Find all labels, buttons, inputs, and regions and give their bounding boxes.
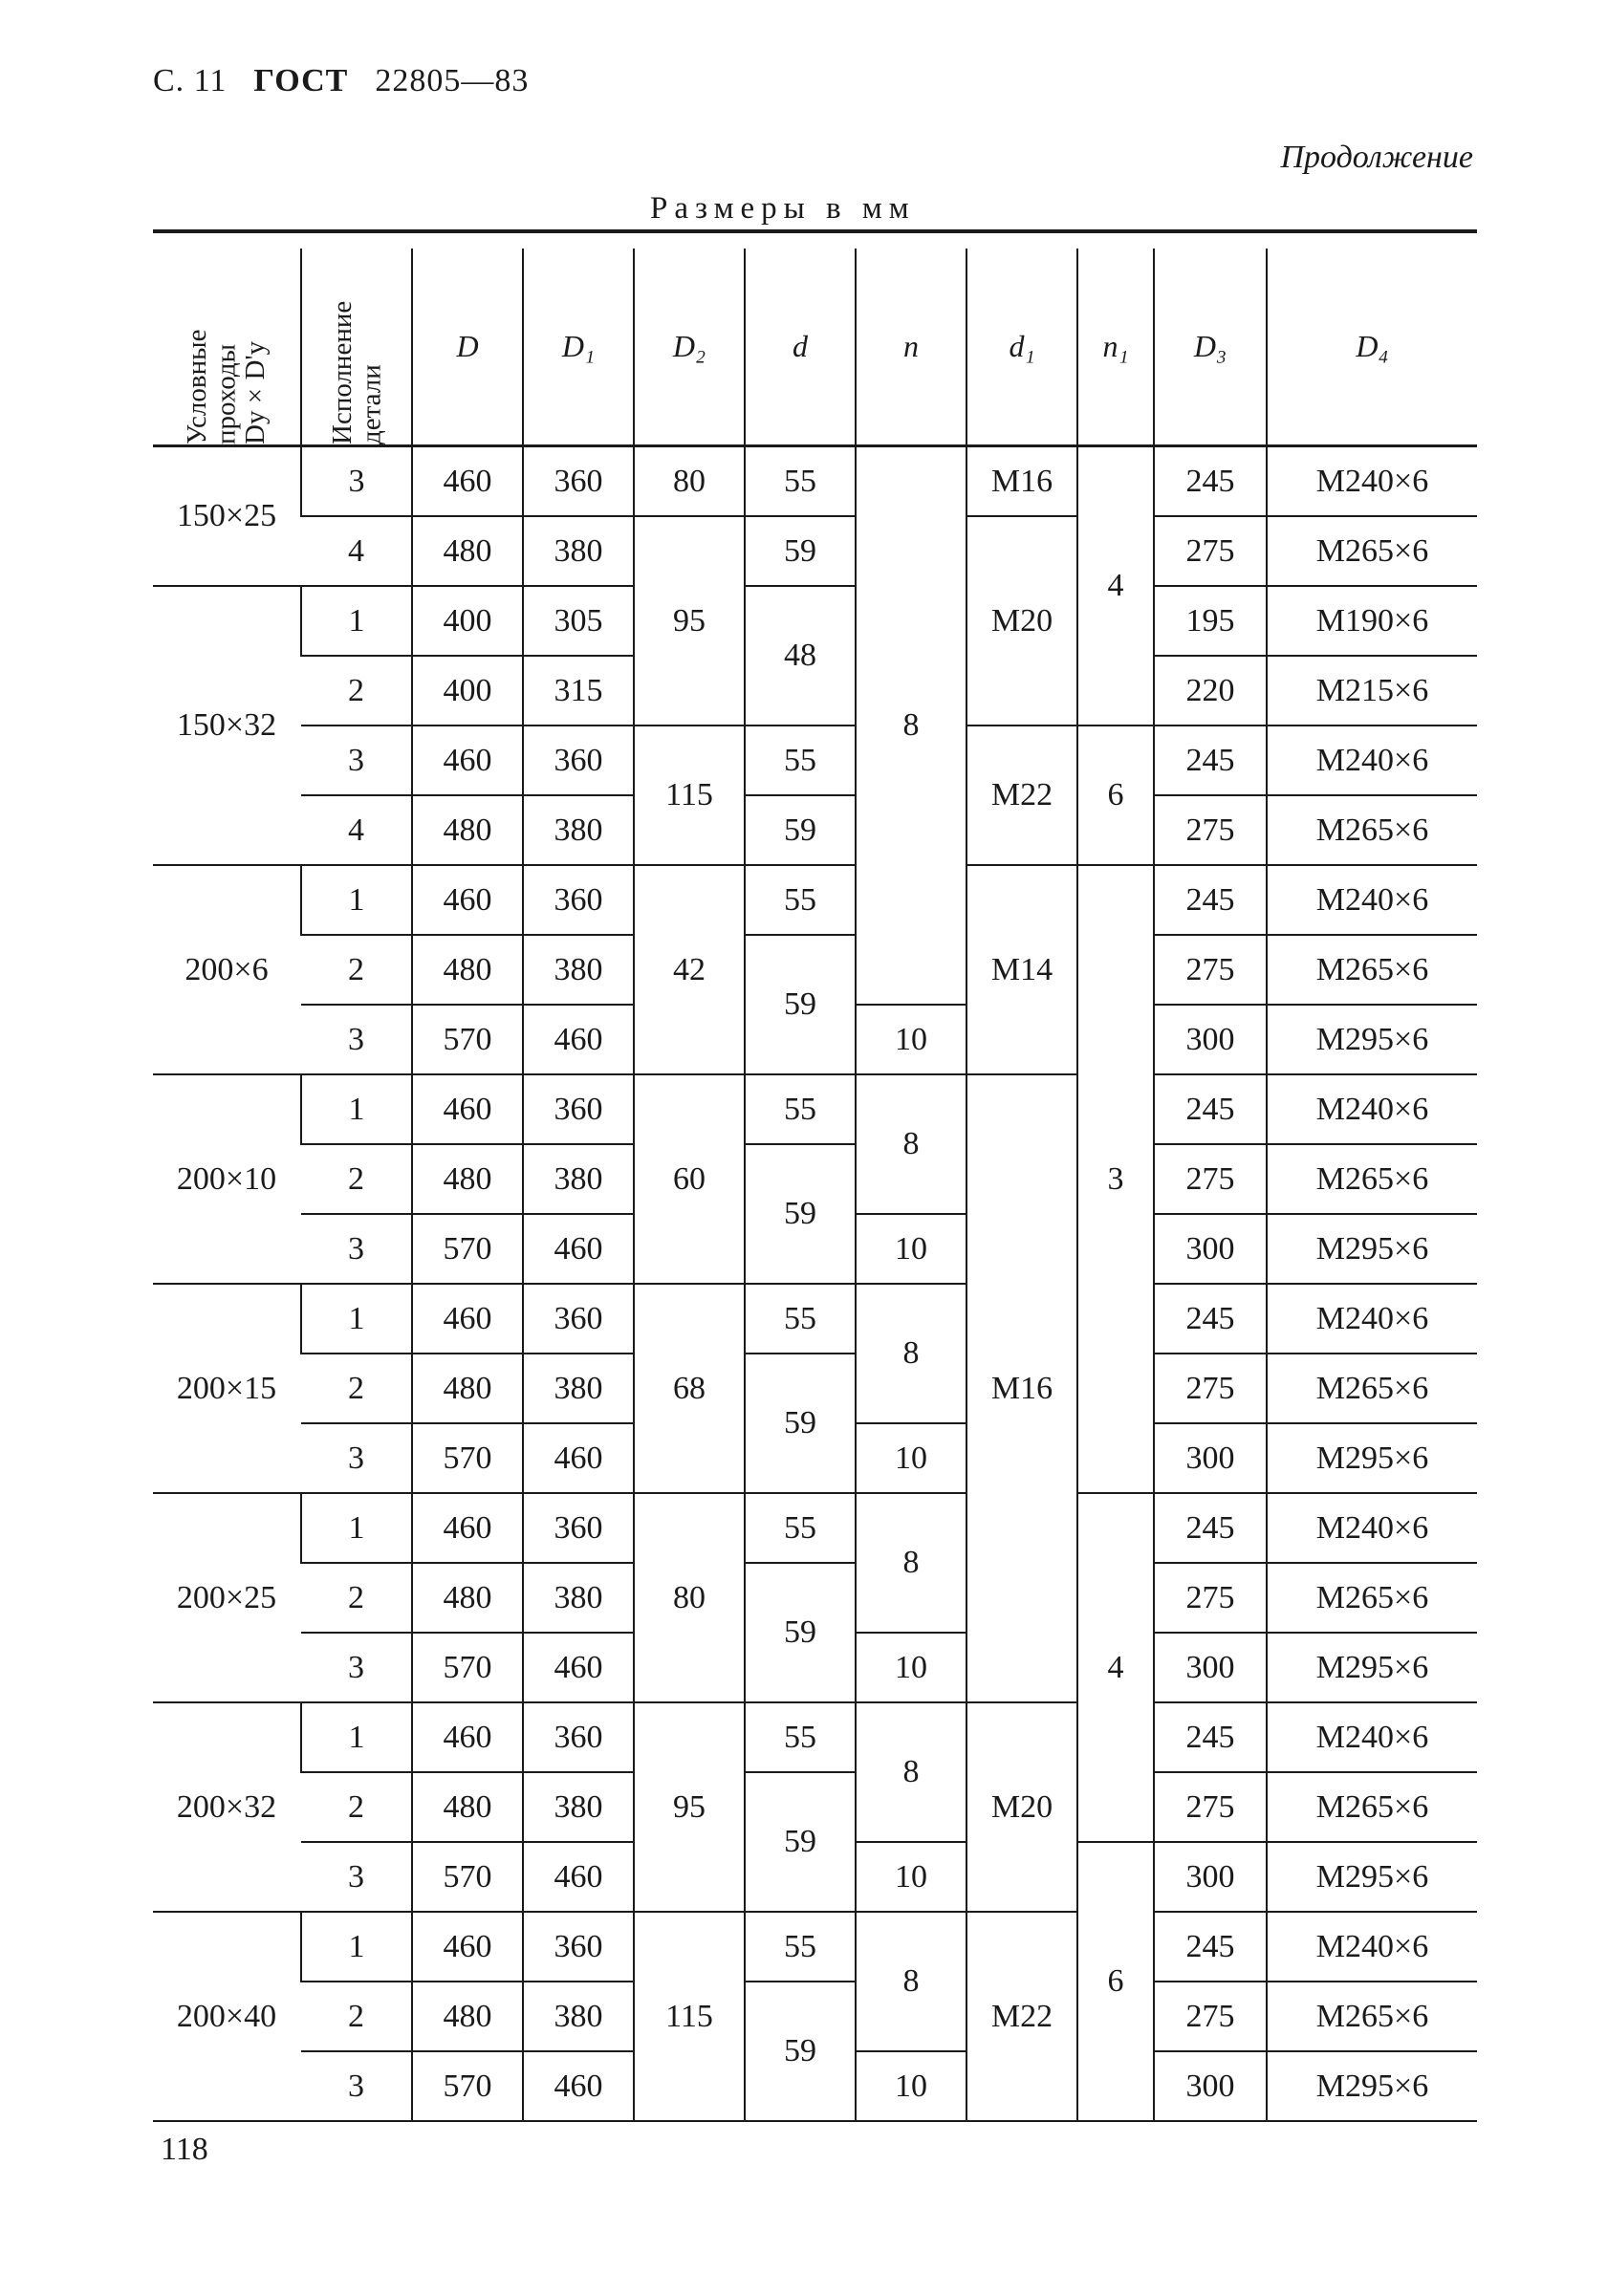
- cell-variant: 3: [301, 446, 412, 517]
- cell-dy: 200×40: [153, 1912, 301, 2121]
- cell-d: 460: [412, 1074, 523, 1144]
- table-row: [153, 1563, 1477, 1633]
- cell-d1: 380: [523, 1982, 634, 2051]
- cell-d2: 80: [634, 1493, 745, 1702]
- cell-d: 480: [412, 516, 523, 586]
- cell-d4: M295×6: [1267, 1633, 1477, 1702]
- table-row: [153, 1982, 1477, 2051]
- cell-variant: 3: [301, 1633, 412, 1702]
- cell-n: 10: [856, 1423, 966, 1493]
- cell-n: 10: [856, 2051, 966, 2121]
- cell-small-d1: M20: [966, 1702, 1077, 1912]
- cell-d2: 68: [634, 1284, 745, 1493]
- cell-small-d1: M22: [966, 1912, 1077, 2121]
- table-row: [153, 1144, 1477, 1214]
- table-row: [153, 1493, 1477, 1563]
- col-header-dy: Условные проходы Dy×D'y: [153, 249, 301, 446]
- col-header-d2: D₂: [634, 249, 745, 446]
- cell-d2: 95: [634, 1702, 745, 1912]
- table-row: [153, 795, 1477, 865]
- cell-d1: 360: [523, 1493, 634, 1563]
- cell-n: 8: [856, 1284, 966, 1423]
- page-number: 118: [161, 2132, 208, 2167]
- cell-d1: 460: [523, 1633, 634, 1702]
- cell-variant: 2: [301, 1563, 412, 1633]
- cell-d1: 380: [523, 795, 634, 865]
- cell-d4: M295×6: [1267, 1423, 1477, 1493]
- table-row: [153, 1772, 1477, 1842]
- cell-d3: 300: [1154, 1423, 1267, 1493]
- cell-d: 480: [412, 935, 523, 1005]
- cell-d: 460: [412, 1912, 523, 1982]
- table-row: [153, 1354, 1477, 1423]
- col-header-d3: D₃: [1154, 249, 1267, 446]
- cell-d2: 60: [634, 1074, 745, 1284]
- continuation-label: Продолжение: [1280, 140, 1473, 175]
- cell-small-d1: M16: [966, 1074, 1077, 1702]
- cell-d: 570: [412, 1423, 523, 1493]
- cell-d: 570: [412, 2051, 523, 2121]
- cell-d1: 360: [523, 1074, 634, 1144]
- cell-small-d: 59: [745, 1144, 856, 1284]
- cell-dy: 150×25: [153, 446, 301, 587]
- cell-d4: M265×6: [1267, 1563, 1477, 1633]
- cell-d4: M265×6: [1267, 1354, 1477, 1423]
- cell-d3: 275: [1154, 1354, 1267, 1423]
- cell-n: 10: [856, 1214, 966, 1284]
- cell-d1: 460: [523, 1005, 634, 1074]
- cell-d3: 275: [1154, 795, 1267, 865]
- cell-d: 460: [412, 1702, 523, 1772]
- cell-d3: 245: [1154, 1493, 1267, 1563]
- cell-d4: M295×6: [1267, 1005, 1477, 1074]
- cell-variant: 3: [301, 1423, 412, 1493]
- cell-d1: 460: [523, 2051, 634, 2121]
- cell-small-d: 59: [745, 1563, 856, 1702]
- cell-d: 480: [412, 1144, 523, 1214]
- col-header-small-d1: d₁: [966, 249, 1077, 446]
- table-row: [153, 726, 1477, 795]
- table-body: [153, 446, 1477, 2122]
- cell-d3: 275: [1154, 1982, 1267, 2051]
- cell-small-d: 59: [745, 516, 856, 586]
- cell-d4: M240×6: [1267, 446, 1477, 517]
- cell-d: 460: [412, 865, 523, 935]
- cell-d3: 275: [1154, 1772, 1267, 1842]
- cell-d2: 115: [634, 726, 745, 865]
- cell-d3: 300: [1154, 1842, 1267, 1912]
- dimensions-table: [153, 249, 1477, 2122]
- cell-d1: 380: [523, 935, 634, 1005]
- cell-d4: M240×6: [1267, 865, 1477, 935]
- cell-small-d1: M22: [966, 726, 1077, 865]
- cell-small-d: 59: [745, 1772, 856, 1912]
- cell-small-d1: M20: [966, 516, 1077, 726]
- cell-variant: 2: [301, 1772, 412, 1842]
- cell-d: 460: [412, 1493, 523, 1563]
- cell-d1: 460: [523, 1423, 634, 1493]
- cell-variant: 2: [301, 656, 412, 726]
- cell-d4: M240×6: [1267, 1702, 1477, 1772]
- cell-n: 8: [856, 446, 966, 1006]
- cell-d4: M215×6: [1267, 656, 1477, 726]
- cell-d: 570: [412, 1005, 523, 1074]
- standard-number: 22805—83: [375, 63, 530, 98]
- cell-d1: 460: [523, 1214, 634, 1284]
- cell-d1: 380: [523, 1772, 634, 1842]
- cell-d1: 380: [523, 1354, 634, 1423]
- cell-n: 8: [856, 1912, 966, 2051]
- col-header-d: D: [412, 249, 523, 446]
- cell-d4: M295×6: [1267, 2051, 1477, 2121]
- cell-d3: 275: [1154, 935, 1267, 1005]
- table-row: [153, 1912, 1477, 1982]
- cell-d3: 245: [1154, 726, 1267, 795]
- cell-d4: M265×6: [1267, 1982, 1477, 2051]
- page-ref: С. 11: [153, 63, 228, 98]
- cell-n: 8: [856, 1493, 966, 1633]
- cell-d3: 275: [1154, 1563, 1267, 1633]
- table-row: [153, 865, 1477, 935]
- cell-d4: M190×6: [1267, 586, 1477, 656]
- cell-n: 10: [856, 1005, 966, 1074]
- units-caption: Размеры в мм: [650, 191, 916, 226]
- cell-small-d: 55: [745, 1912, 856, 1982]
- standard-label: ГОСТ: [253, 63, 349, 98]
- table-row: [153, 446, 1477, 517]
- cell-d: 570: [412, 1214, 523, 1284]
- cell-d: 480: [412, 1354, 523, 1423]
- cell-variant: 2: [301, 935, 412, 1005]
- cell-d2: 80: [634, 446, 745, 517]
- cell-variant: 2: [301, 1144, 412, 1214]
- cell-n: 8: [856, 1074, 966, 1214]
- cell-variant: 3: [301, 1005, 412, 1074]
- cell-n1: 4: [1077, 446, 1154, 726]
- cell-d4: M240×6: [1267, 1493, 1477, 1563]
- table-row: [153, 516, 1477, 586]
- table-row: [153, 935, 1477, 1005]
- table-row: [153, 1074, 1477, 1144]
- cell-small-d: 55: [745, 1702, 856, 1772]
- cell-d3: 245: [1154, 1284, 1267, 1354]
- cell-d4: M265×6: [1267, 516, 1477, 586]
- cell-d1: 380: [523, 1563, 634, 1633]
- cell-d3: 300: [1154, 1633, 1267, 1702]
- cell-d2: 42: [634, 865, 745, 1074]
- cell-d: 400: [412, 586, 523, 656]
- cell-variant: 1: [301, 865, 412, 935]
- cell-dy: 200×25: [153, 1493, 301, 1702]
- col-header-small-d: d: [745, 249, 856, 446]
- cell-d4: M265×6: [1267, 1772, 1477, 1842]
- cell-d3: 220: [1154, 656, 1267, 726]
- cell-d3: 245: [1154, 1912, 1267, 1982]
- cell-n1: 6: [1077, 726, 1154, 865]
- table-row: [153, 586, 1477, 656]
- cell-small-d: 55: [745, 865, 856, 935]
- cell-d3: 300: [1154, 1214, 1267, 1284]
- cell-d4: M265×6: [1267, 935, 1477, 1005]
- cell-d: 480: [412, 795, 523, 865]
- cell-small-d: 59: [745, 795, 856, 865]
- cell-d3: 300: [1154, 2051, 1267, 2121]
- cell-variant: 4: [301, 795, 412, 865]
- cell-variant: 1: [301, 1912, 412, 1982]
- cell-d1: 360: [523, 726, 634, 795]
- table-row: [153, 1702, 1477, 1772]
- cell-d1: 360: [523, 1284, 634, 1354]
- cell-small-d: 59: [745, 1982, 856, 2121]
- cell-small-d: 59: [745, 935, 856, 1074]
- cell-variant: 2: [301, 1354, 412, 1423]
- cell-d1: 360: [523, 446, 634, 517]
- cell-d3: 195: [1154, 586, 1267, 656]
- cell-d1: 360: [523, 1702, 634, 1772]
- cell-n: 8: [856, 1702, 966, 1842]
- table-row: [153, 1284, 1477, 1354]
- cell-variant: 3: [301, 1214, 412, 1284]
- cell-variant: 1: [301, 1493, 412, 1563]
- cell-d1: 380: [523, 1144, 634, 1214]
- cell-variant: 1: [301, 1702, 412, 1772]
- cell-d3: 245: [1154, 1702, 1267, 1772]
- col-header-variant: Исполнение детали: [301, 249, 412, 446]
- cell-variant: 4: [301, 516, 412, 586]
- cell-n1: 6: [1077, 1842, 1154, 2121]
- cell-d3: 300: [1154, 1005, 1267, 1074]
- cell-d1: 305: [523, 586, 634, 656]
- cell-d4: M240×6: [1267, 1284, 1477, 1354]
- cell-variant: 3: [301, 726, 412, 795]
- col-header-n: n: [856, 249, 966, 446]
- cell-d4: M240×6: [1267, 1912, 1477, 1982]
- col-header-d4: D₄: [1267, 249, 1477, 446]
- cell-d1: 360: [523, 865, 634, 935]
- cell-d4: M240×6: [1267, 1074, 1477, 1144]
- cell-d: 570: [412, 1842, 523, 1912]
- cell-small-d: 48: [745, 586, 856, 726]
- cell-d3: 245: [1154, 865, 1267, 935]
- cell-d: 480: [412, 1772, 523, 1842]
- cell-n1: 3: [1077, 865, 1154, 1493]
- page-header: [153, 63, 529, 99]
- cell-small-d: 59: [745, 1354, 856, 1493]
- cell-d3: 275: [1154, 516, 1267, 586]
- cell-d: 460: [412, 726, 523, 795]
- cell-d4: M295×6: [1267, 1842, 1477, 1912]
- cell-small-d: 55: [745, 1074, 856, 1144]
- cell-variant: 3: [301, 2051, 412, 2121]
- cell-d4: M295×6: [1267, 1214, 1477, 1284]
- cell-small-d: 55: [745, 1284, 856, 1354]
- col-header-n1: n₁: [1077, 249, 1154, 446]
- cell-d3: 275: [1154, 1144, 1267, 1214]
- cell-d: 400: [412, 656, 523, 726]
- cell-small-d1: M14: [966, 865, 1077, 1074]
- cell-d2: 115: [634, 1912, 745, 2121]
- cell-d: 570: [412, 1633, 523, 1702]
- cell-d: 460: [412, 446, 523, 517]
- cell-n: 10: [856, 1842, 966, 1912]
- cell-d4: M265×6: [1267, 1144, 1477, 1214]
- col-header-d1: D₁: [523, 249, 634, 446]
- cell-d: 460: [412, 1284, 523, 1354]
- cell-d1: 315: [523, 656, 634, 726]
- cell-d1: 360: [523, 1912, 634, 1982]
- cell-small-d: 55: [745, 726, 856, 795]
- cell-d3: 245: [1154, 1074, 1267, 1144]
- cell-small-d: 55: [745, 1493, 856, 1563]
- cell-n: 10: [856, 1633, 966, 1702]
- cell-variant: 1: [301, 1284, 412, 1354]
- table-header: [153, 249, 1477, 446]
- cell-n1: 4: [1077, 1493, 1154, 1842]
- cell-variant: 2: [301, 1982, 412, 2051]
- cell-d: 480: [412, 1563, 523, 1633]
- cell-variant: 3: [301, 1842, 412, 1912]
- cell-variant: 1: [301, 586, 412, 656]
- cell-small-d1: M16: [966, 446, 1077, 517]
- cell-d3: 245: [1154, 446, 1267, 517]
- cell-variant: 1: [301, 1074, 412, 1144]
- cell-dy: 200×32: [153, 1702, 301, 1912]
- cell-dy: 200×10: [153, 1074, 301, 1284]
- cell-d1: 460: [523, 1842, 634, 1912]
- cell-d: 480: [412, 1982, 523, 2051]
- cell-dy: 200×15: [153, 1284, 301, 1493]
- cell-d4: M240×6: [1267, 726, 1477, 795]
- cell-d1: 380: [523, 516, 634, 586]
- top-rule: [153, 229, 1477, 233]
- cell-d2: 95: [634, 516, 745, 726]
- cell-dy: 200×6: [153, 865, 301, 1074]
- cell-dy: 150×32: [153, 586, 301, 865]
- cell-small-d: 55: [745, 446, 856, 517]
- cell-d4: M265×6: [1267, 795, 1477, 865]
